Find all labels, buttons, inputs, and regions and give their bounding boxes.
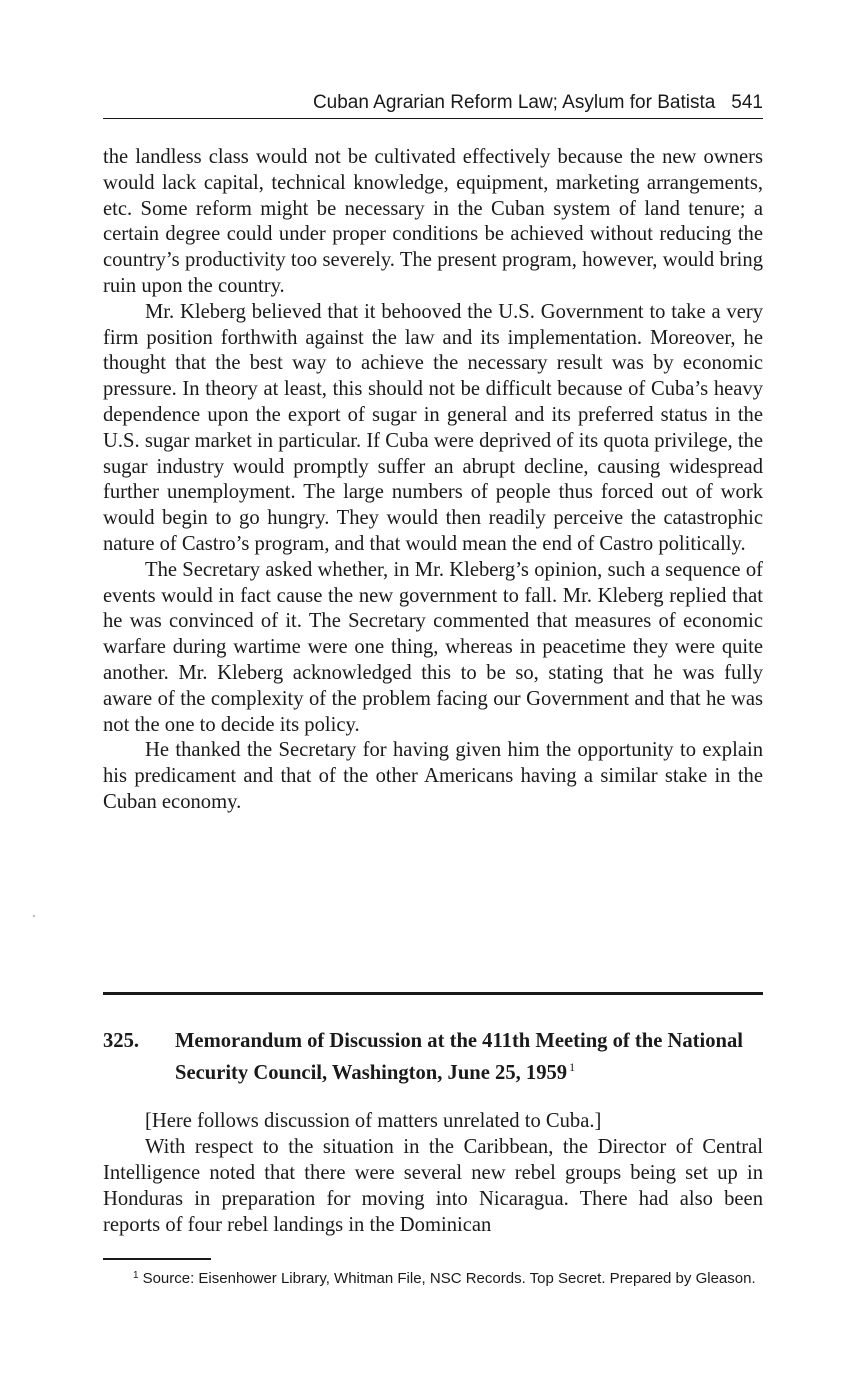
document-title: Memorandum of Discussion at the 411th Meeting of the National Security Council, Washington, June 25, 1959 xyxy=(175,1030,744,1084)
footnote-marker: 1 xyxy=(133,1270,139,1281)
footnote xyxy=(103,1266,763,1289)
paragraph: The Secretary asked whether, in Mr. Kleberg’s opinion, such a sequence of events would in fact cause the new government to fall. Mr. Kleberg replied that he was convinced of it. The Secretary commented that measures of economic warfare during wartime were one thing, whereas in peacetime they were quite another. Mr. Kleberg acknowledged this to be so, stating that he was fully aware of the complexity of the problem facing our Government and that he was not the one to decide its policy. xyxy=(103,558,763,736)
page-number: 541 xyxy=(731,92,763,113)
footnote-rule xyxy=(103,1258,211,1260)
document-number: 325. xyxy=(103,1030,140,1052)
running-head xyxy=(103,88,763,119)
document-heading xyxy=(103,1028,763,1086)
paragraph: With respect to the situation in the Caribbean, the Director of Central Intelligence noted that there were several new rebel groups being set up in Honduras in preparation for moving into Nicaragua. There had also been reports of four rebel landings in the Dominican xyxy=(103,1136,763,1236)
continued-memo-text xyxy=(103,145,763,816)
paragraph: He thanked the Secretary for having given him the opportunity to explain his predicament and that of the other Americans having a similar stake in the Cuban economy. xyxy=(103,739,763,813)
document-title-block xyxy=(175,1028,763,1086)
memorandum-text xyxy=(103,1108,763,1238)
footnote-text: Source: Eisenhower Library, Whitman File, NSC Records. Top Secret. Prepared by Gleason. xyxy=(142,1270,756,1287)
paragraph: [Here follows discussion of matters unrelated to Cuba.] xyxy=(145,1110,602,1132)
running-head-title: Cuban Agrarian Reform Law; Asylum for Batista xyxy=(312,92,716,113)
scan-speck xyxy=(33,915,35,917)
footnote-reference: 1 xyxy=(569,1060,576,1074)
paragraph: Mr. Kleberg believed that it behooved the U.S. Government to take a very firm position forthwith against the law and its implementation. Moreover, he thought that the best way to achieve the necessary result was by economic pressure. In theory at least, this should not be difficult because of Cuba’s heavy dependence upon the export of sugar in general and its preferred status in the U.S. sugar market in particular. If Cuba were deprived of its quota privilege, the sugar industry would promptly suffer an abrupt decline, causing widespread further unemployment. The large numbers of people thus forced out of work would begin to go hungry. They would then readily perceive the catastrophic nature of Castro’s program, and that would mean the end of Castro politically. xyxy=(103,300,763,555)
paragraph: the landless class would not be cultivated effectively because the new owners would lack capital, technical knowledge, equipment, marketing arrangements, etc. Some reform might be necessary in the Cuban system of land tenure; a certain degree could under proper conditions be achieved without reducing the country’s productivity too severely. The present program, however, would bring ruin upon the country. xyxy=(103,146,763,297)
document-separator-rule xyxy=(103,992,763,995)
